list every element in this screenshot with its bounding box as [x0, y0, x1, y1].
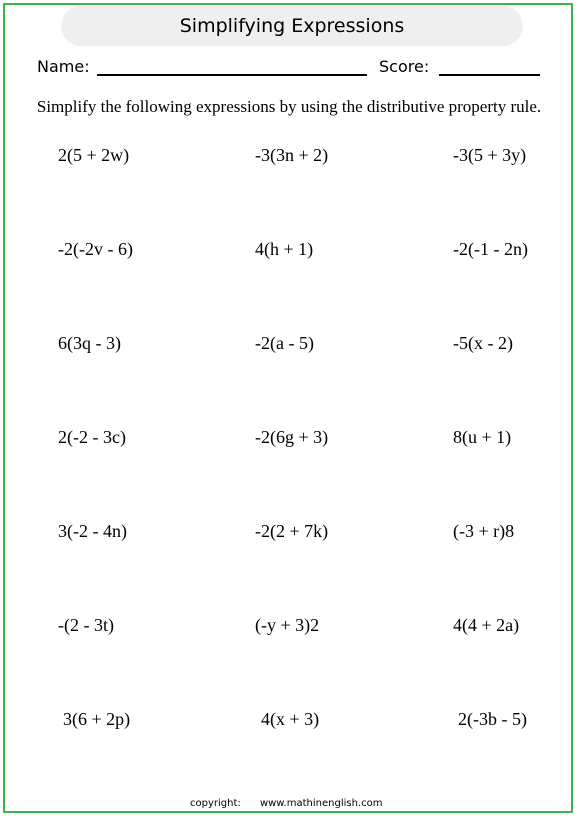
problem: (-y + 3)2	[255, 615, 320, 635]
problem: -2(2 + 7k)	[255, 521, 329, 541]
problem: 2(-2 - 3c)	[58, 427, 126, 447]
problem: 2(5 + 2w)	[58, 145, 130, 165]
website-url: www.mathinenglish.com	[259, 798, 383, 809]
copyright-label: copyright:	[190, 798, 241, 809]
title-text: Simplifying Expressions	[179, 15, 405, 37]
problem: -(2 - 3t)	[58, 615, 114, 635]
problem: 3(-2 - 4n)	[58, 521, 127, 541]
problem: -3(5 + 3y)	[453, 145, 527, 165]
score-answer-line[interactable]	[439, 74, 540, 76]
problem: 8(u + 1)	[453, 427, 512, 447]
problem: 2(-3b - 5)	[458, 709, 527, 729]
score-label: Score:	[379, 57, 430, 76]
problem: 4(h + 1)	[255, 239, 314, 259]
problem: (-3 + r)8	[453, 521, 515, 541]
problem: -2(-1 - 2n)	[453, 239, 528, 259]
problem: 4(x + 3)	[261, 709, 320, 729]
problem: 3(6 + 2p)	[63, 709, 131, 729]
problem: 4(4 + 2a)	[453, 615, 520, 635]
problem: -2(-2v - 6)	[58, 239, 133, 259]
problem: -2(6g + 3)	[255, 427, 329, 447]
name-score-row	[37, 55, 547, 81]
page-border	[3, 3, 573, 813]
problem: -5(x - 2)	[453, 333, 513, 353]
problem: -3(3n + 2)	[255, 145, 329, 165]
problem: 6(3q - 3)	[58, 333, 121, 353]
footer	[190, 798, 382, 809]
worksheet-title	[61, 6, 523, 46]
name-label: Name:	[37, 57, 90, 76]
instructions: Simplify the following expressions by using the distributive property rule.	[36, 97, 542, 116]
name-answer-line[interactable]	[97, 74, 367, 76]
problem: -2(a - 5)	[255, 333, 314, 353]
